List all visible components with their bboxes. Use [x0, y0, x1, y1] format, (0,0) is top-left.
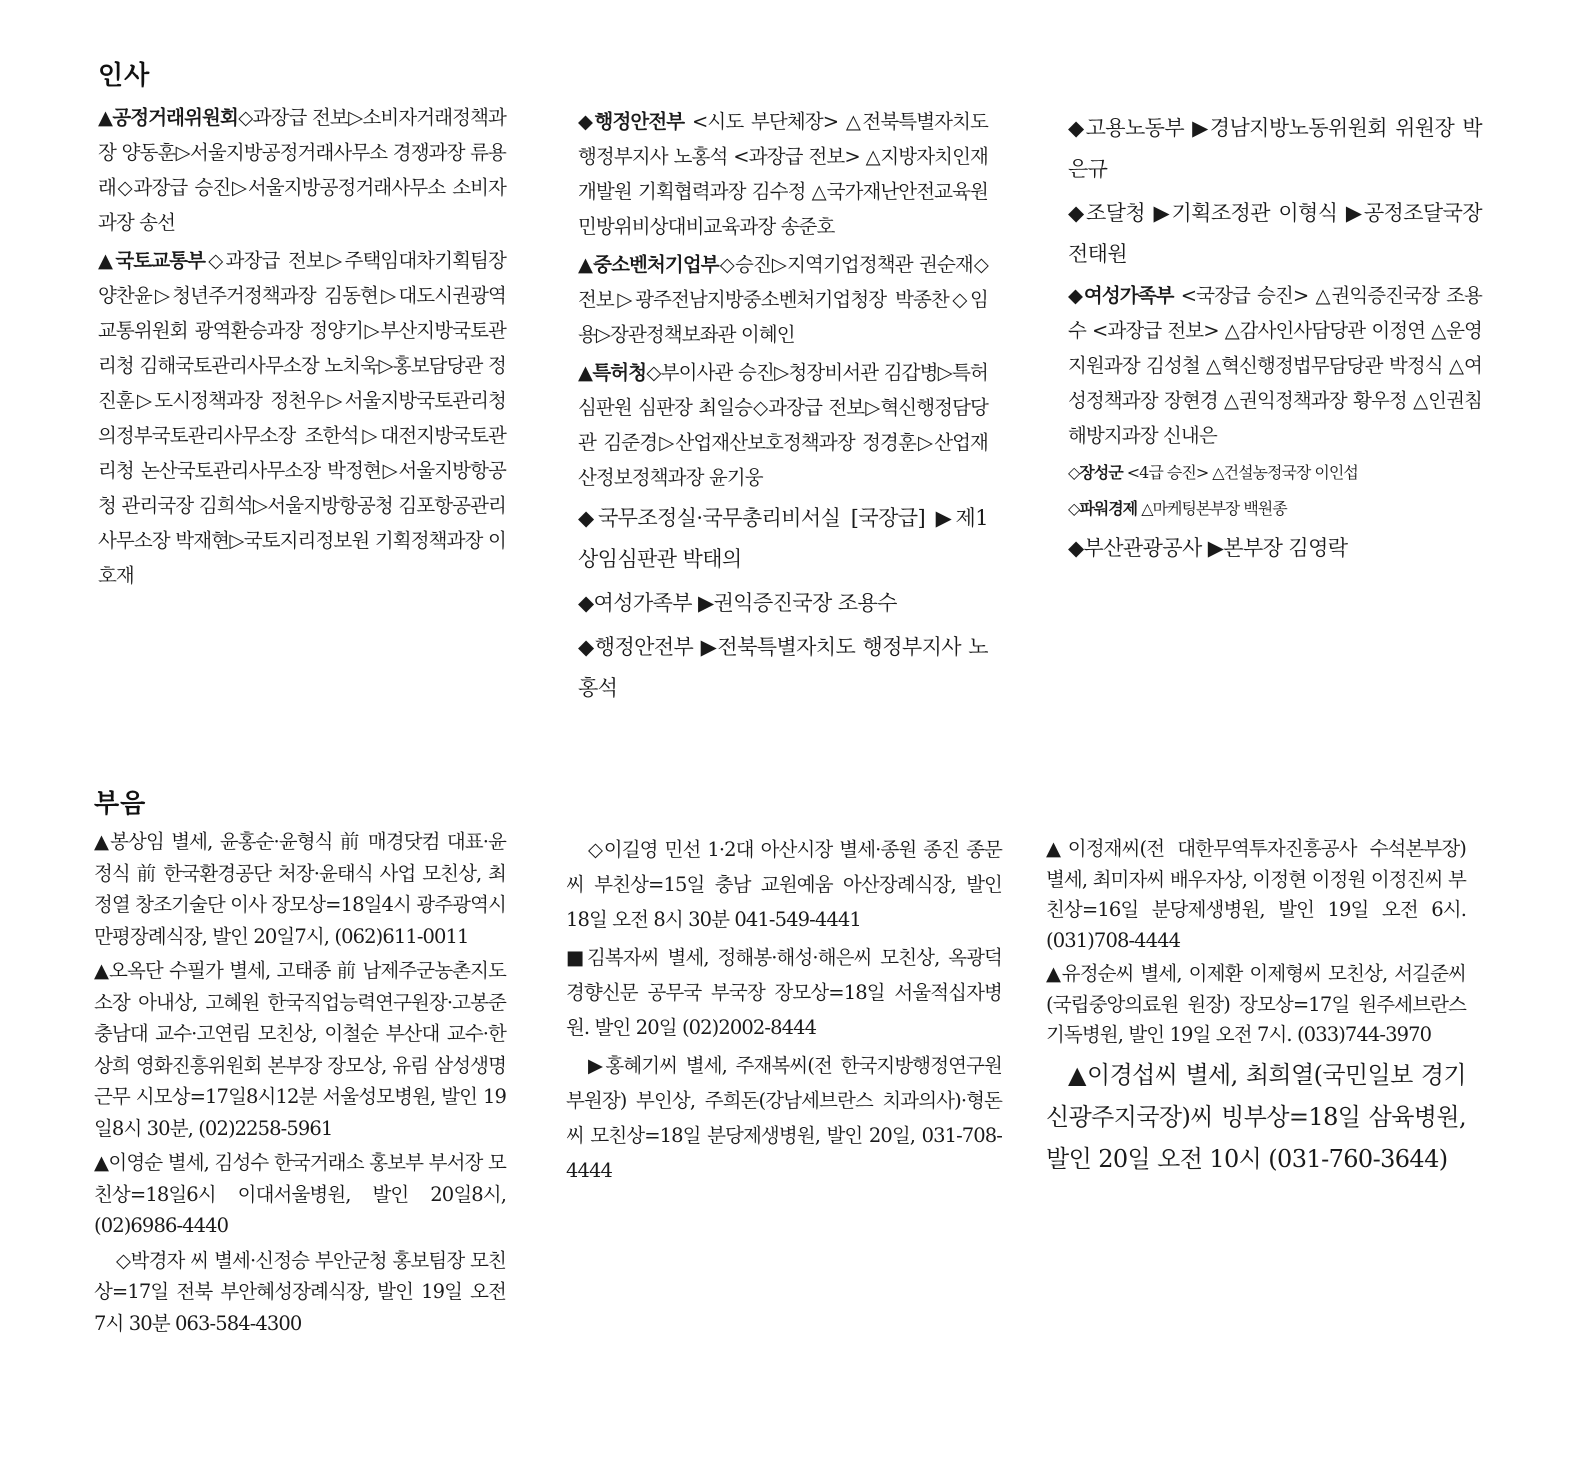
insa-entry	[98, 243, 506, 593]
insa-entry	[578, 627, 988, 709]
insa-entry-body: ◇과장급 전보▷소비자거래정책과장 양동훈▷서울지방공정거래사무소 경쟁과장 류용래◇과장급 승진▷서울지방공정거래사무소 소비자과장 송선	[98, 106, 506, 234]
insa-entry-body: ◆부산관광공사 ▶본부장 김영락	[1068, 536, 1348, 560]
insa-entry-body: ◆조달청 ▶기획조정관 이형식 ▶공정조달국장 전태원	[1068, 201, 1482, 266]
insa-entry	[1068, 528, 1482, 569]
insa-entry	[578, 247, 988, 352]
insa-entry	[1068, 278, 1482, 453]
insa-entry-head: ▲중소벤처기업부	[578, 253, 719, 276]
insa-entry-head: ▲특허청	[578, 361, 647, 384]
insa-entry-body: <4급 승진> △건설농정국장 이인섭	[1122, 463, 1358, 482]
insa-entry-head: ◆여성가족부	[1068, 284, 1174, 307]
insa-entry-body: <국장급 승진> △권익증진국장 조용수 <과장급 전보> △감사인사담당관 이정연 △운영지원과장 김성철 △혁신행정법무담당관 박정식 △여성정책과장 장현경 △권익정책과장 황우정 △인권침해방지과장 신내은	[1068, 284, 1482, 447]
insa-entry-body: ◇부이사관 승진▷청장비서관 김갑병▷특허심판원 심판장 최일승◇과장급 전보▷혁신행정담당관 김준경▷산업재산보호정책과장 정경훈▷산업재산정보정책과장 윤기웅	[578, 361, 988, 489]
obituary-entry: ▲오옥단 수필가 별세, 고태종 前 남제주군농촌지도소장 아내상, 고혜원 한국직업능력연구원장·고봉준 충남대 교수·고연림 모친상, 이철순 부산대 교수·한상희 영화진흥위원회 본부장 장모상, 유림 삼성생명 근무 시모상=17일8시12분 서울성모병원, 발인 19일8시 30분, (02)2258-5961	[94, 959, 506, 1140]
insa-entry	[578, 498, 988, 580]
bueum-column-2	[566, 832, 1002, 1188]
insa-entry	[578, 104, 988, 244]
insa-entry-body: ◇과장급 전보▷주택임대차기획팀장 양찬윤▷청년주거정책과장 김동현▷대도시권광역교통위원회 광역환승과장 정양기▷부산지방국토관리청 김해국토관리사무소장 노치욱▷홍보담당관 정진훈▷도시정책과장 정천우▷서울지방국토관리청 의정부국토관리사무소장 조한석▷대전지방국토관리청 논산국토관리사무소장 박정현▷서울지방항공청 관리국장 김희석▷서울지방항공청 김포항공관리사무소장 박재현▷국토지리정보원 기획정책과장 이호재	[98, 249, 506, 587]
insa-entry-head: ▲공정거래위원회	[98, 106, 238, 129]
insa-entry-body: ◇승진▷지역기업정책관 권순재◇전보▷광주전남지방중소벤처기업청장 박종찬◇임용▷장관정책보좌관 이혜인	[578, 253, 988, 346]
obituary-entry: ▲이영순 별세, 김성수 한국거래소 홍보부 부서장 모친상=18일6시 이대서울병원, 발인 20일8시, (02)6986-4440	[94, 1151, 506, 1237]
insa-entry	[578, 355, 988, 495]
section-title-bueum: 부음	[94, 789, 147, 819]
obituary-entry: ▶홍혜기씨 별세, 주재복씨(전 한국지방행정연구원 부원장) 부인상, 주희돈(강남세브란스 치과의사)·형돈씨 모친상=18일 분당제생병원, 발인 20일, 031-708-4444	[566, 1054, 1002, 1182]
insa-entry-head: ◇장성군	[1068, 463, 1123, 482]
insa-column-3	[1068, 108, 1482, 569]
insa-entry	[1068, 456, 1482, 489]
insa-entry-body: ◆국무조정실·국무총리비서실 [국장급] ▶제1상임심판관 박태의	[578, 506, 988, 571]
section-title-insa: 인사	[98, 61, 151, 91]
insa-entry-head: ◆행정안전부	[578, 110, 685, 133]
insa-entry-body: △마케팅본부장 백원종	[1137, 499, 1287, 518]
insa-entry	[98, 100, 506, 240]
insa-entry-body: <시도 부단체장> △전북특별자치도 행정부지사 노홍석 <과장급 전보> △지방자치인재개발원 기획협력과장 김수정 △국가재난안전교육원 민방위비상대비교육과장 송준호	[578, 110, 988, 238]
insa-entry-body: ◆고용노동부 ▶경남지방노동위원회 위원장 박은규	[1068, 116, 1482, 181]
insa-entry	[578, 583, 988, 624]
obituary-entry: ▲이정재씨(전 대한무역투자진흥공사 수석본부장) 별세, 최미자씨 배우자상, 이정현 이정원 이정진씨 부친상=16일 분당제생병원, 발인 19일 오전 6시. (031)708-4444	[1046, 837, 1466, 952]
obituary-entry: ▲이경섭씨 별세, 최희열(국민일보 경기신광주지국장)씨 빙부상=18일 삼육병원, 발인 20일 오전 10시 (031-760-3644)	[1046, 1060, 1466, 1173]
insa-column-2	[578, 104, 988, 709]
obituary-entry: ■김복자씨 별세, 정해봉·해성·해은씨 모친상, 옥광덕 경향신문 공무국 부국장 장모상=18일 서울적십자병원. 발인 20일 (02)2002-8444	[566, 946, 1002, 1039]
insa-entry-body: ◆여성가족부 ▶권익증진국장 조용수	[578, 591, 897, 615]
obituary-entry: ◇박경자 씨 별세·신정승 부안군청 홍보팀장 모친상=17일 전북 부안혜성장례식장, 발인 19일 오전 7시 30분 063-584-4300	[94, 1248, 506, 1335]
insa-column-1	[98, 100, 506, 593]
obituary-entry: ▲봉상임 별세, 윤홍순·윤형식 前 매경닷컴 대표·윤정식 前 한국환경공단 처장·윤태식 사업 모친상, 최정열 창조기술단 이사 장모상=18일4시 광주광역시 만평장례식장, 발인 20일7시, (062)611-0011	[94, 830, 506, 948]
bueum-column-3	[1046, 834, 1466, 1180]
insa-entry	[1068, 193, 1482, 275]
insa-entry-head: ▲국토교통부	[98, 249, 206, 272]
insa-entry-head: ◇파워경제	[1068, 499, 1138, 518]
obituary-entry: ◇이길영 민선 1·2대 아산시장 별세·종원 종진 종문 씨 부친상=15일 충남 교원예움 아산장례식장, 발인 18일 오전 8시 30분 041-549-4441	[566, 838, 1002, 931]
obituary-entry: ▲유정순씨 별세, 이제환 이제형씨 모친상, 서길준씨(국립중앙의료원 원장) 장모상=17일 원주세브란스기독병원, 발인 19일 오전 7시. (033)744-3970	[1046, 962, 1466, 1046]
insa-entry	[1068, 492, 1482, 525]
insa-entry-body: ◆행정안전부 ▶전북특별자치도 행정부지사 노홍석	[578, 635, 988, 700]
insa-entry	[1068, 108, 1482, 190]
bueum-column-1	[94, 826, 506, 1339]
